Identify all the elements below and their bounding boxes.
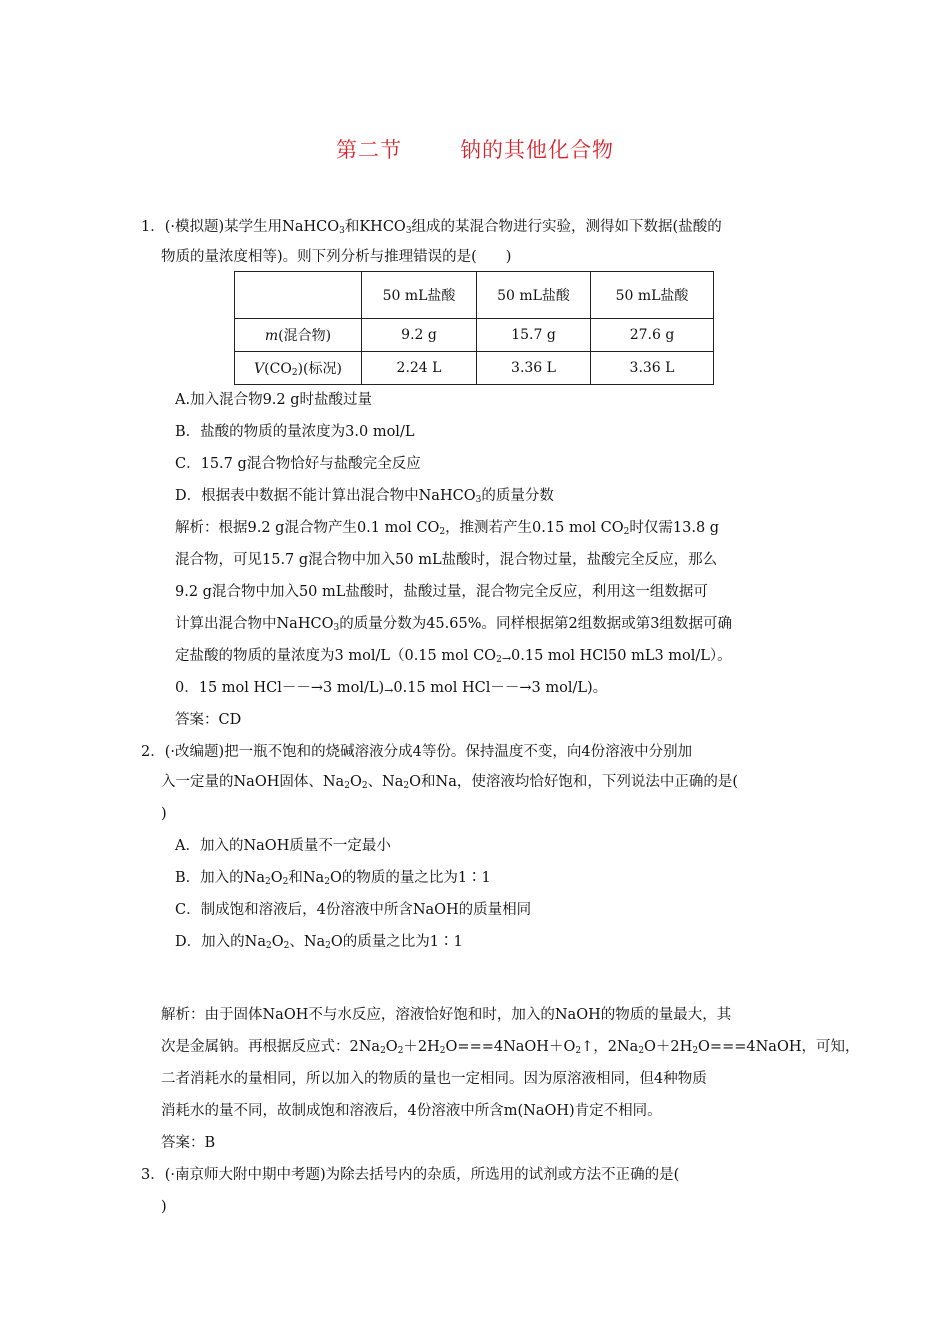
table-cell: 3.36 L	[477, 352, 591, 385]
table-row-label: m(混合物)	[235, 319, 362, 352]
q2-option-b: B．加入的$Na_2O_2$和$Na_2O$的物质的量之比为1∶1	[175, 870, 491, 887]
table-cell: 3.36 L	[591, 352, 714, 385]
table-cell: 50 mL盐酸	[362, 272, 477, 319]
q2-stem-line1: 2．(·改编题)把一瓶不饱和的烧碱溶液分成4等份。保持温度不变，向4份溶液中分别加	[141, 744, 693, 760]
q1-explanation-line5: 定盐酸的物质的量浓度为3 mol/L（0.15 mol $CO_{2\to}0.15$ mol HCl50 mL3 mol/L）。	[175, 648, 732, 665]
q1-stem-line2: 物质的量浓度相等)。则下列分析与推理错误的是( )	[161, 249, 512, 265]
table-cell: 50 mL盐酸	[477, 272, 591, 319]
q2-option-d: D．加入的$Na_2O_2$、$Na_2O$的质量之比为1∶1	[175, 934, 463, 951]
q2-explanation-line3: 二者消耗水的量相同，所以加入的物质的量也一定相同。因为原溶液相同，但4种物质	[161, 1071, 707, 1087]
q1-answer: 答案：CD	[175, 712, 242, 728]
q1-explanation-line4: 计算出混合物中NaHCO$_3$的质量分数为45.65%。同样根据第2组数据或第3组数据可确	[175, 616, 732, 633]
table-row-label: $V(CO_2)$(标况)	[235, 352, 362, 385]
table-cell: 9.2 g	[362, 319, 477, 352]
q1-explanation-line2: 混合物，可见15.7 g混合物中加入50 mL盐酸时，混合物过量，盐酸完全反应，那么	[175, 552, 718, 568]
table-row	[235, 272, 714, 319]
q1-option-b: B．盐酸的物质的量浓度为3.0 mol/L	[175, 424, 415, 440]
table-cell: 50 mL盐酸	[591, 272, 714, 319]
table-row	[235, 319, 714, 352]
q1-option-d: D．根据表中数据不能计算出混合物中NaHCO$_3$的质量分数	[175, 488, 554, 505]
table-row	[235, 352, 714, 385]
q2-option-a: A．加入的NaOH质量不一定最小	[175, 838, 391, 854]
table-cell: 15.7 g	[477, 319, 591, 352]
q3-stem-line2: )	[161, 1199, 167, 1215]
table-cell	[235, 272, 362, 319]
q2-stem-line2: 入一定量的NaOH固体、$Na_2O_2$、$Na_2O$和Na，使溶液均恰好饱和，下列说法中正确的是(	[161, 774, 739, 791]
q2-answer: 答案：B	[161, 1135, 216, 1151]
q1-explanation-line3: 9.2 g混合物中加入50 mL盐酸时，盐酸过量，混合物完全反应，利用这一组数据可	[175, 584, 708, 600]
section-name: 钠的其他化合物	[460, 138, 614, 162]
section-title	[0, 134, 950, 164]
q1-data-table	[234, 271, 714, 385]
q2-option-c: C．制成饱和溶液后，4份溶液中所含NaOH的质量相同	[175, 902, 532, 918]
q1-option-c: C．15.7 g混合物恰好与盐酸完全反应	[175, 456, 421, 472]
q3-stem-line1: 3．(·南京师大附中期中考题)为除去括号内的杂质，所选用的试剂或方法不正确的是(	[141, 1167, 680, 1183]
q2-explanation-line4: 消耗水的量不同，故制成饱和溶液后，4份溶液中所含m(NaOH)肯定不相同。	[161, 1103, 662, 1119]
q1-explanation-line6: 0．15 mol HCl－－→3 mol/$L)_\to 0.15$ mol HCl－－→3 mol/L)。	[175, 680, 608, 697]
q1-stem-line1: 1．(·模拟题)某学生用NaHCO$_3$和$KHCO_3$组成的某混合物进行实验，测得如下数据(盐酸的	[141, 219, 722, 236]
table-cell: 2.24 L	[362, 352, 477, 385]
q2-explanation-line2: 次是金属钠。再根据反应式：$2Na_2O_2+2H_2O===4NaOH+O_2↑$，$2Na_2O+2H_2O===4NaOH$，可知，	[161, 1039, 860, 1056]
table-cell: 27.6 g	[591, 319, 714, 352]
q1-option-a: A.加入混合物9.2 g时盐酸过量	[175, 392, 373, 408]
q1-explanation-line1: 解析：根据9.2 g混合物产生0.1 mol $CO_2$，推测若产生0.15 mol $CO_2$时仅需13.8 g	[175, 520, 720, 537]
q2-explanation-line1: 解析：由于固体NaOH不与水反应，溶液恰好饱和时，加入的NaOH的物质的量最大，其	[161, 1007, 732, 1023]
section-number: 第二节	[336, 138, 402, 162]
q2-stem-line3: )	[161, 806, 167, 822]
